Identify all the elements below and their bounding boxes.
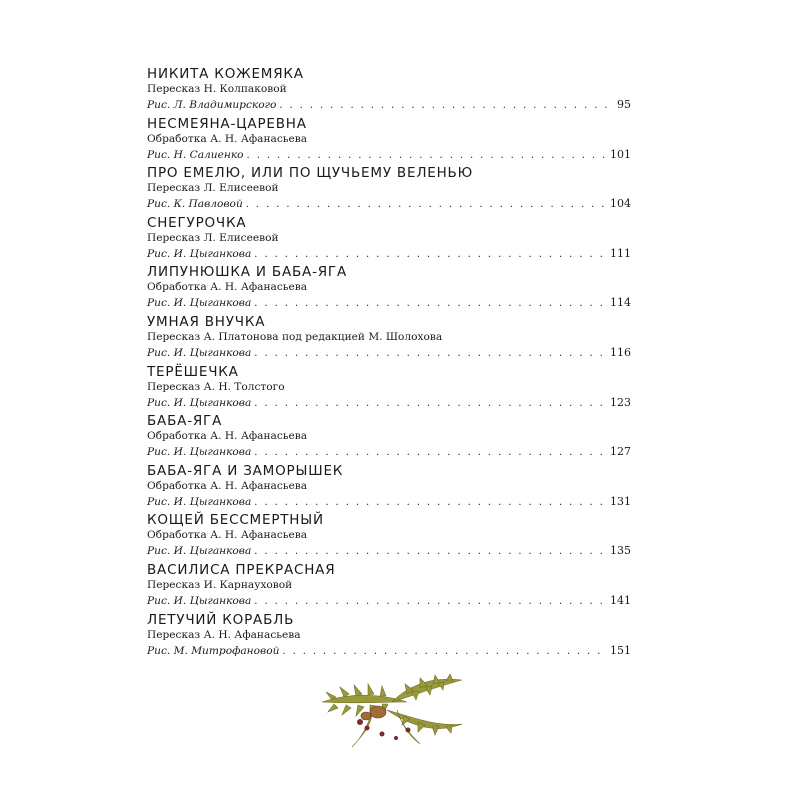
tale-title: КОЩЕЙ БЕССМЕРТНЫЙ bbox=[147, 512, 324, 529]
tale-credit: Пересказ Л. Елисеевой bbox=[147, 231, 279, 244]
toc-entry bbox=[147, 413, 631, 463]
dot-leader bbox=[254, 247, 607, 263]
tale-title: ЛЕТУЧИЙ КОРАБЛЬ bbox=[147, 611, 295, 628]
tale-credit: Обработка А. Н. Афанасьева bbox=[147, 430, 308, 443]
illustrator-line bbox=[147, 543, 631, 559]
fern-branch-icon bbox=[312, 672, 472, 752]
illustrator-line bbox=[147, 246, 631, 262]
page-number: 111 bbox=[610, 246, 631, 260]
toc-entry bbox=[147, 314, 631, 364]
dot-leader bbox=[254, 296, 607, 312]
tale-credit: Обработка А. Н. Афанасьева bbox=[147, 479, 308, 492]
illustrator-name: Рис. И. Цыганкова bbox=[147, 396, 252, 409]
toc-entry bbox=[147, 612, 631, 662]
illustrator-name: Рис. И. Цыганкова bbox=[147, 247, 252, 260]
illustrator-line bbox=[147, 196, 631, 212]
dot-leader bbox=[254, 594, 607, 610]
illustrator-name: Рис. И. Цыганкова bbox=[147, 346, 252, 359]
illustrator-line bbox=[147, 494, 631, 510]
tale-credit: Пересказ А. Н. Афанасьева bbox=[147, 628, 301, 641]
page-number: 114 bbox=[610, 296, 631, 310]
page-number: 95 bbox=[617, 98, 631, 111]
toc-entry bbox=[147, 165, 631, 215]
dot-leader bbox=[254, 346, 607, 362]
illustrator-name: Рис. И. Цыганкова bbox=[147, 297, 252, 310]
illustrator-line bbox=[147, 147, 631, 163]
illustrator-line bbox=[147, 97, 631, 113]
toc-entry bbox=[147, 463, 631, 513]
page-number: 131 bbox=[610, 494, 631, 508]
tale-title: УМНАЯ ВНУЧКА bbox=[147, 313, 266, 330]
illustrator-name: Рис. М. Митрофановой bbox=[147, 644, 280, 657]
illustrator-name: Рис. И. Цыганкова bbox=[147, 495, 252, 508]
dot-leader bbox=[247, 148, 607, 164]
tale-title: БАБА-ЯГА bbox=[147, 413, 223, 430]
page-number: 101 bbox=[610, 147, 631, 161]
tale-credit: Пересказ Л. Елисеевой bbox=[147, 182, 279, 195]
tale-credit: Пересказ И. Карнауховой bbox=[147, 578, 293, 591]
illustrator-line bbox=[147, 295, 631, 311]
toc-entry bbox=[147, 215, 631, 265]
illustrator-name: Рис. Л. Владимирского bbox=[147, 99, 277, 111]
table-of-contents bbox=[147, 66, 631, 661]
toc-entry bbox=[147, 562, 631, 612]
illustrator-name: Рис. И. Цыганкова bbox=[147, 446, 252, 459]
tale-credit: Пересказ А. Н. Толстого bbox=[147, 380, 285, 393]
illustrator-line bbox=[147, 395, 631, 411]
toc-entry bbox=[147, 512, 631, 562]
tale-title: ТЕРЁШЕЧКА bbox=[147, 363, 239, 380]
toc-entry bbox=[147, 264, 631, 314]
tale-title: ВАСИЛИСА ПРЕКРАСНАЯ bbox=[147, 561, 336, 578]
illustrator-line bbox=[147, 593, 631, 609]
dot-leader bbox=[246, 197, 607, 213]
tale-title: ПРО ЕМЕЛЮ, ИЛИ ПО ЩУЧЬЕМУ ВЕЛЕНЬЮ bbox=[147, 165, 473, 182]
tale-credit: Пересказ Н. Колпаковой bbox=[147, 83, 287, 95]
tale-credit: Обработка А. Н. Афанасьева bbox=[147, 132, 308, 145]
illustrator-name: Рис. И. Цыганкова bbox=[147, 545, 252, 558]
dot-leader bbox=[254, 396, 607, 412]
dot-leader bbox=[254, 495, 607, 511]
toc-entry bbox=[147, 116, 631, 166]
dot-leader bbox=[282, 644, 607, 660]
page-number: 104 bbox=[610, 197, 631, 211]
illustrator-name: Рис. И. Цыганкова bbox=[147, 594, 252, 607]
tale-title: БАБА-ЯГА И ЗАМОРЫШЕК bbox=[147, 462, 344, 479]
illustrator-line bbox=[147, 444, 631, 460]
page-number: 123 bbox=[610, 395, 631, 409]
tale-title: ЛИПУНЮШКА И БАБА-ЯГА bbox=[147, 264, 348, 281]
illustrator-name: Рис. Н. Салиенко bbox=[147, 148, 244, 161]
toc-entry bbox=[147, 364, 631, 414]
tale-title: СНЕГУРОЧКА bbox=[147, 214, 247, 231]
page-number: 116 bbox=[610, 345, 631, 359]
tale-credit: Обработка А. Н. Афанасьева bbox=[147, 529, 308, 542]
page-number: 141 bbox=[610, 593, 631, 607]
illustrator-name: Рис. К. Павловой bbox=[147, 198, 243, 211]
tale-credit: Пересказ А. Платонова под редакцией М. Шолохова bbox=[147, 330, 443, 343]
page-number: 151 bbox=[610, 643, 631, 657]
tale-title: НЕСМЕЯНА-ЦАРЕВНА bbox=[147, 115, 307, 132]
dot-leader bbox=[254, 544, 607, 560]
page-number: 135 bbox=[610, 544, 631, 558]
toc-entry bbox=[147, 66, 631, 116]
page-number: 127 bbox=[610, 445, 631, 459]
dot-leader bbox=[279, 98, 614, 114]
illustrator-line bbox=[147, 345, 631, 361]
tale-title: НИКИТА КОЖЕМЯКА bbox=[147, 66, 304, 82]
illustrator-line bbox=[147, 643, 631, 659]
tale-credit: Обработка А. Н. Афанасьева bbox=[147, 281, 308, 294]
dot-leader bbox=[254, 445, 607, 461]
